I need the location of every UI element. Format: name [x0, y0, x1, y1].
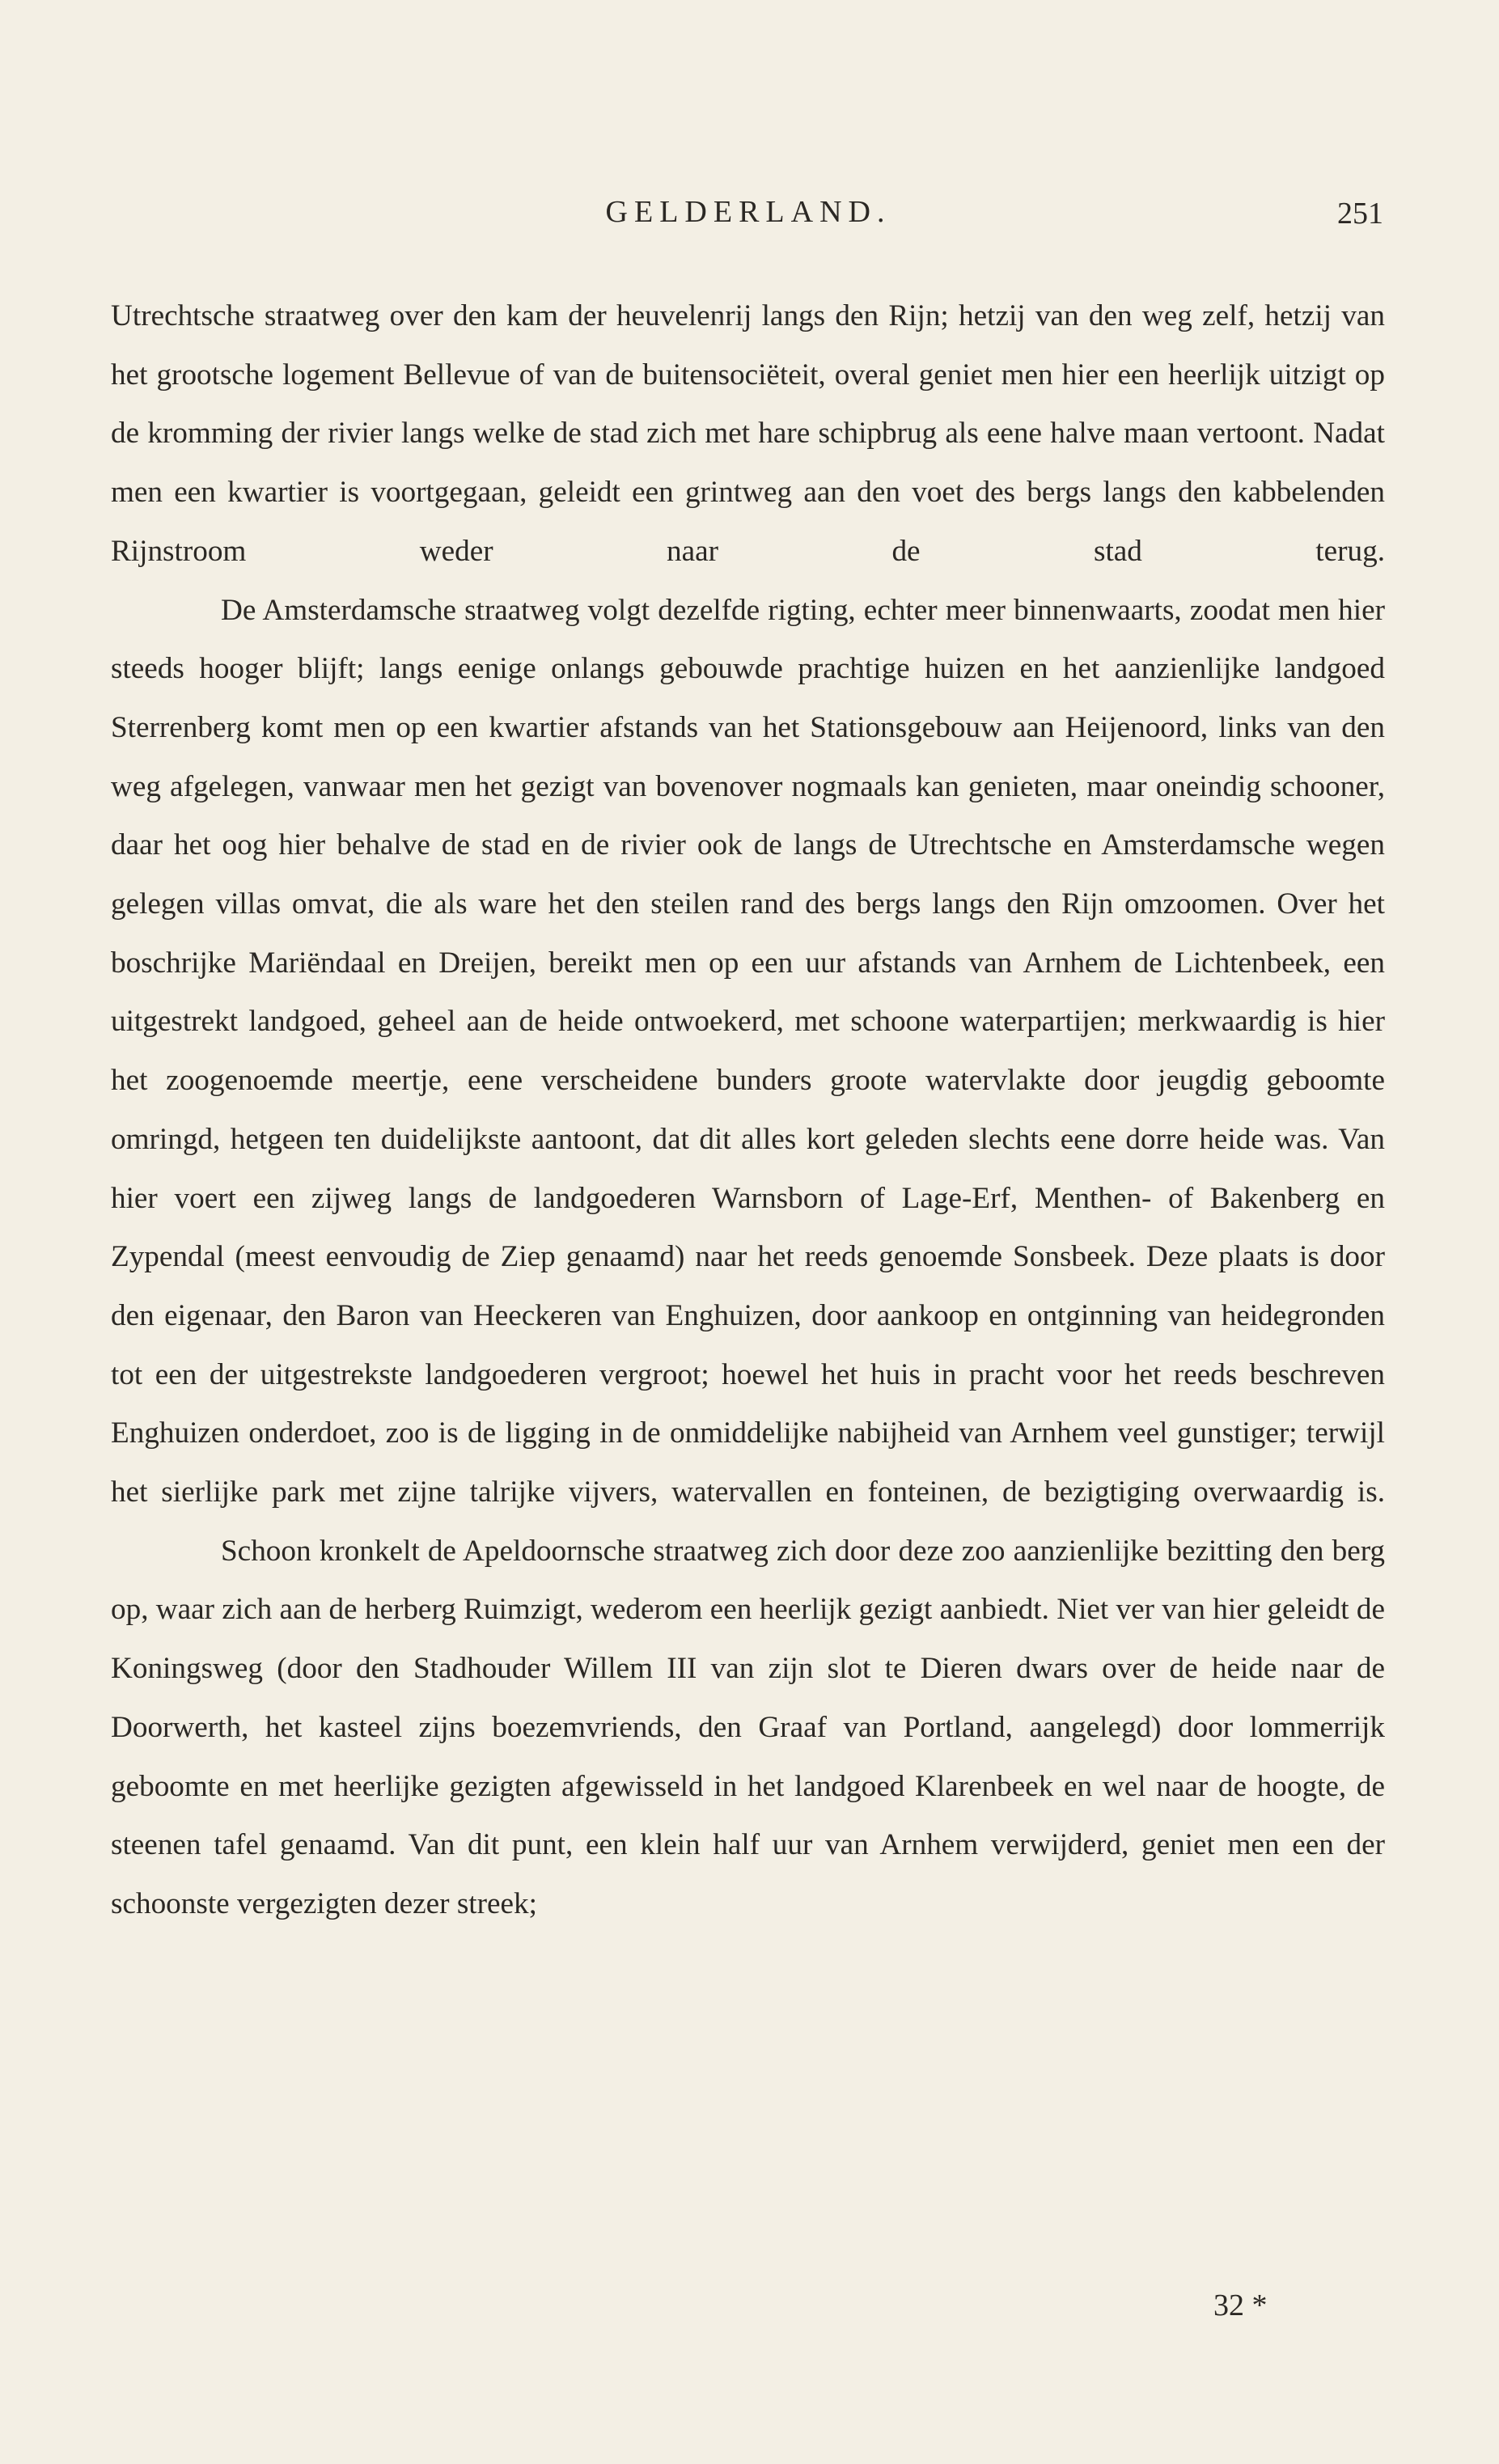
paragraph-1: Utrechtsche straatweg over den kam der heuvelenrij langs den Rijn; hetzij van den weg zelf, hetzij van het grootsche logement Bellevue of van de buitensociëteit, overal geniet men hier een heerlijk uitzigt op de kromming der rivier langs welke de stad zich met hare schipbrug als eene halve maan vertoont. Nadat men een kwartier is voortgegaan, geleidt een grintweg aan den voet des bergs langs den kabbelenden Rijnstroom weder naar de stad terug. [111, 299, 1385, 568]
paragraph-2: De Amsterdamsche straatweg volgt dezelfde rigting, echter meer binnenwaarts, zoodat men hier steeds hooger blijft; langs eenige onlangs gebouwde prachtige huizen en het aanzienlijke landgoed Sterrenberg komt men op een kwartier afstands van het Stationsgebouw aan Heijenoord, links van den weg afgelegen, vanwaar men het gezigt van bovenover nogmaals kan genieten, maar oneindig schooner, daar het oog hier behalve de stad en de rivier ook de langs de Utrechtsche en Amsterdamsche wegen gelegen villas omvat, die als ware het den steilen rand des bergs langs den Rijn omzoomen. Over het boschrijke Mariëndaal en Dreijen, bereikt men op een uur afstands van Arnhem de Lichtenbeek, een uitgestrekt landgoed, geheel aan de heide ontwoekerd, met schoone waterpartijen; merkwaardig is hier het zoogenoemde meertje, eene verscheidene bunders groote watervlakte door jeugdig geboomte omringd, hetgeen ten duidelijkste aantoont, dat dit alles kort geleden slechts eene dorre heide was. Van hier voert een zijweg langs de landgoederen Warnsborn of Lage-Erf, Menthen- of Bakenberg en Zypendal (meest eenvoudig de Ziep genaamd) naar het reeds genoemde Sonsbeek. Deze plaats is door den eigenaar, den Baron van Heeckeren van Enghuizen, door aankoop en ontginning van heidegronden tot een der uitgestrekste landgoederen vergroot; hoewel het huis in pracht voor het reeds beschreven Enghuizen onderdoet, zoo is de ligging in de onmiddelijke nabijheid van Arnhem veel gunstiger; terwijl het sierlijke park met zijne talrijke vijvers, watervallen en fonteinen, de bezigtiging overwaardig is. [111, 593, 1385, 1509]
page-number: 251 [1337, 197, 1383, 231]
paragraph-3: Schoon kronkelt de Apeldoornsche straatweg zich door deze zoo aanzienlijke bezitting den berg op, waar zich aan de herberg Ruimzigt, wederom een heerlijk gezigt aanbiedt. Niet ver van hier geleidt de Koningsweg (door den Stadhouder Willem III van zijn slot te Dieren dwars over de heide naar de Doorwerth, het kasteel zijns boezemvriends, den Graaf van Portland, aangelegd) door lommerrijk geboomte en met heerlijke gezigten afgewisseld in het landgoed Klarenbeek en wel naar de hoogte, de steenen tafel genaamd. Van dit punt, een klein half uur van Arnhem verwijderd, geniet men een der schoonste vergezigten dezer streek; [111, 1534, 1386, 1920]
page-header [113, 194, 1383, 243]
running-title: GELDERLAND. [605, 195, 891, 229]
body-text [111, 287, 1385, 1934]
signature-mark: 32 * [1213, 2288, 1268, 2322]
